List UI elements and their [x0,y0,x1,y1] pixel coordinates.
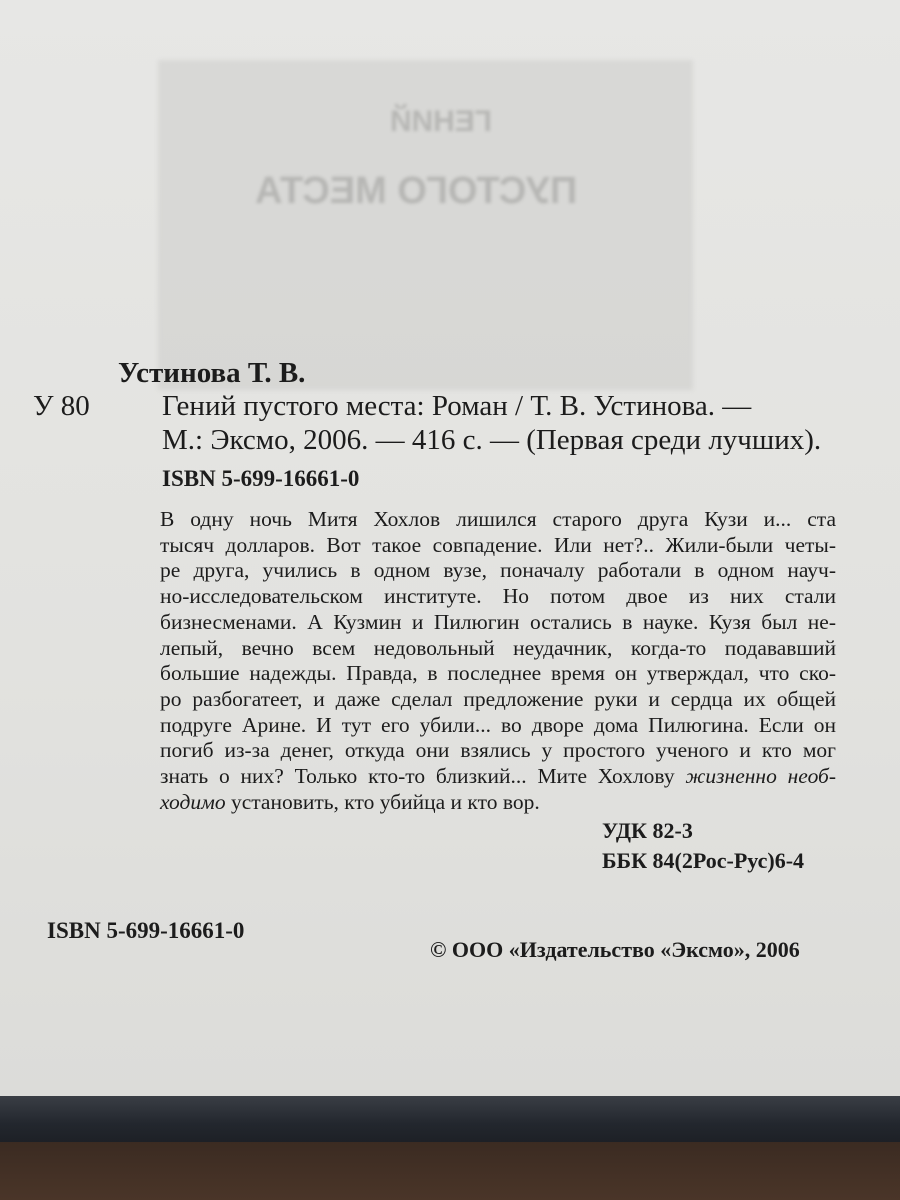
copyright-notice: © ООО «Издательство «Эксмо», 2006 [430,937,800,962]
annotation-line: ро разбогатеет, и даже сделал предложение руки и сердца их общей [160,686,836,711]
show-through-subtitle: ПУСТОГО МЕСТА [255,170,578,212]
udk-code: УДК 82-3 [602,818,693,843]
annotation-line: подруге Арине. И тут его убили... во дворе дома Пилюгина. Если он [160,712,836,737]
annotation-line: В одну ночь Митя Хохлов лишился старого друга Кузи и... ста [160,507,836,531]
annotation-line: погиб из-за денег, откуда они взялись у простого ученого и кто мог [160,738,836,763]
annotation-line: ре друга, учились в одном вузе, поначалу работали в одном науч- [160,558,836,583]
annotation-italic-text: ходимо [160,789,226,814]
isbn-bottom: ISBN 5-699-16661-0 [47,918,245,943]
bbk-code: ББК 84(2Рос-Рус)6-4 [602,848,805,873]
author-name: Устинова Т. В. [118,357,306,389]
annotation-paragraph [160,507,836,815]
annotation-line: бизнесменами. А Кузмин и Пилюгин остались в науке. Кузя был не- [160,609,836,634]
show-through-title: ГЕНИЙ [390,105,492,138]
author-code: У 80 [33,390,90,422]
title-line-2: М.: Эксмо, 2006. — 416 с. — (Первая среди лучших). [162,424,822,456]
annotation-line: большие надежды. Правда, в последнее время он утверждал, что ско- [160,661,836,686]
isbn-top: ISBN 5-699-16661-0 [162,466,360,491]
annotation-line-12 [160,790,836,816]
annotation-line: тысяч долларов. Вот такое совпадение. Или нет?.. Жили-были четы- [160,532,836,557]
annotation-italic-text: жизненно необ- [685,764,837,789]
annotation-line-11 [160,764,836,790]
annotation-text: установить, кто убийца и кто вор. [225,789,540,814]
annotation-line: лепый, вечно всем недовольный неудачник, когда-то подававший [160,635,836,660]
annotation-text: знать о них? Только кто-то близкий... Мите Хохлову [160,764,686,789]
annotation-line: но-исследовательском институте. Но потом двое из них стали [160,584,836,609]
table-surface [0,1142,900,1200]
title-line-1: Гений пустого места: Роман / Т. В. Устинова. — [162,390,752,422]
book-cover-edge [0,1096,900,1142]
